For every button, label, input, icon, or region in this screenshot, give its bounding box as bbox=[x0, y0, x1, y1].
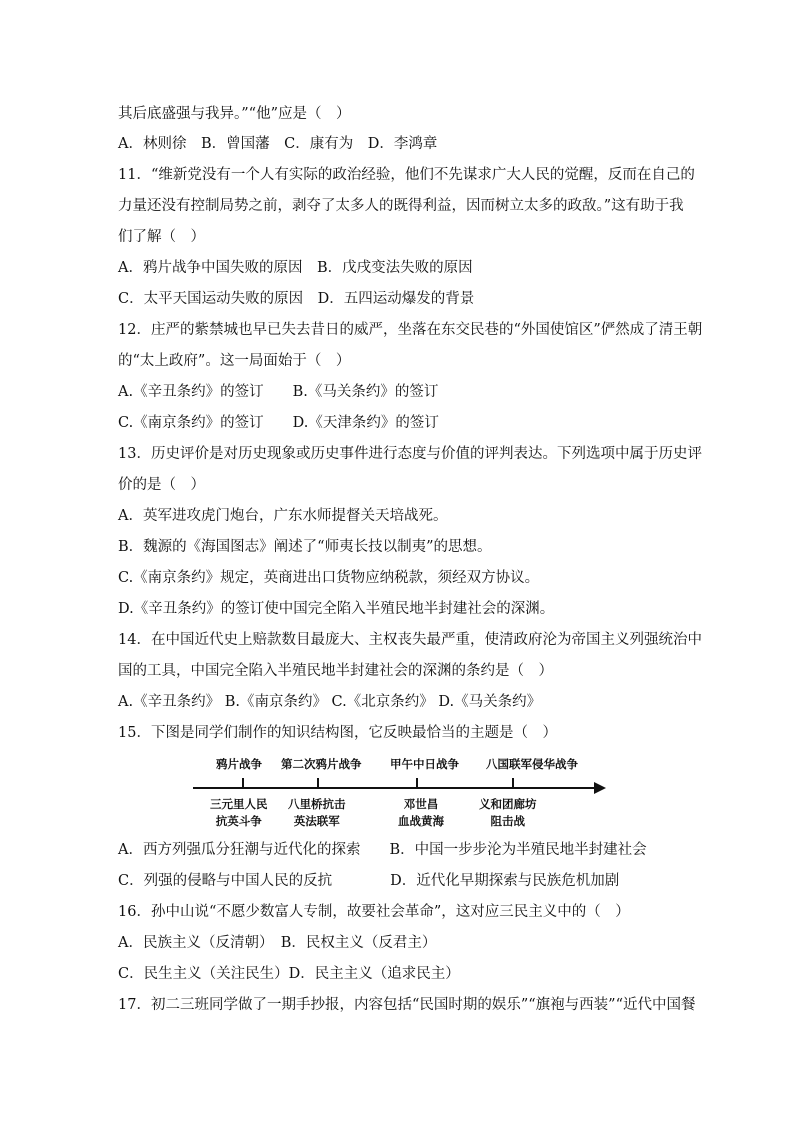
text-line: A．民族主义（反清朝） B．民权主义（反君主） bbox=[118, 935, 437, 951]
text-line: C．列强的侵略与中国人民的反抗 D．近代化早期探索与民族危机加剧 bbox=[118, 873, 620, 889]
text-line: 其后底盛强与我异。”“他”应是（ ） bbox=[118, 106, 351, 122]
text-line: A．英军进攻虎门炮台，广东水师提督关天培战死。 bbox=[118, 508, 448, 524]
timeline-annotation bbox=[210, 796, 268, 830]
text-line: C.《南京条约》的签订 D.《天津条约》的签订 bbox=[118, 415, 439, 431]
annotation-line: 三元里人民 bbox=[210, 797, 268, 811]
text-line: 力量还没有控制局势之前，剥夺了太多人的既得利益，因而树立太多的政敌。”这有助于我 bbox=[118, 198, 684, 214]
text-line: 17．初二三班同学做了一期手抄报，内容包括“民国时期的娱乐”“旗袍与西装”“近代中国餐 bbox=[118, 997, 696, 1013]
text-line: A．西方列强瓜分狂潮与近代化的探索 B．中国一步步沦为半殖民地半封建社会 bbox=[118, 842, 647, 858]
annotation-line: 英法联军 bbox=[293, 814, 340, 828]
text-line: 11．“维新党没有一个人有实际的政治经验，他们不先谋求广大人民的觉醒，反而在自己的 bbox=[118, 167, 695, 183]
text-line: A．鸦片战争中国失败的原因 B．戊戌变法失败的原因 bbox=[118, 260, 473, 276]
text-line: 15．下图是同学们制作的知识结构图，它反映最恰当的主题是（ ） bbox=[118, 725, 557, 741]
knowledge-structure-diagram bbox=[190, 756, 610, 832]
text-line: A.《辛丑条约》 B.《南京条约》 C.《北京条约》 D.《马关条约》 bbox=[118, 694, 542, 710]
text-line: 16．孙中山说“不愿少数富人专制，故要社会革命”，这对应三民主义中的（ ） bbox=[118, 904, 630, 920]
timeline-annotation bbox=[288, 796, 346, 830]
annotation-line: 阻击战 bbox=[490, 814, 525, 828]
text-line: C．太平天国运动失败的原因 D．五四运动爆发的背景 bbox=[118, 291, 475, 307]
annotation-line: 八里桥抗击 bbox=[288, 797, 346, 811]
text-line: B．魏源的《海国图志》阐述了“师夷长技以制夷”的思想。 bbox=[118, 539, 492, 555]
timeline-annotation bbox=[479, 796, 537, 830]
text-line: 13．历史评价是对历史现象或历史事件进行态度与价值的评判表达。下列选项中属于历史评 bbox=[118, 446, 702, 462]
timeline-tick bbox=[416, 778, 418, 788]
text-line: 国的工具，中国完全陷入半殖民地半封建社会的深渊的条约是（ ） bbox=[118, 663, 553, 679]
text-line: 14．在中国近代史上赔款数目最庞大、主权丧失最严重，使清政府沦为帝国主义列强统治中 bbox=[118, 632, 702, 648]
timeline-tick bbox=[512, 778, 514, 788]
text-line: A.《辛丑条约》的签订 B.《马关条约》的签订 bbox=[118, 384, 439, 400]
timeline-arrow-icon bbox=[594, 782, 606, 794]
timeline-tick bbox=[317, 778, 319, 788]
annotation-line: 邓世昌 bbox=[403, 797, 439, 811]
annotation-line: 义和团廊坊 bbox=[479, 797, 537, 811]
timeline-event: 第二次鸦片战争 bbox=[281, 757, 362, 771]
text-line: A．林则徐 B．曾国藩 C．康有为 D．李鸿章 bbox=[118, 136, 438, 152]
timeline-event: 甲午中日战争 bbox=[390, 757, 459, 771]
text-line: 的“太上政府”。这一局面始于（ ） bbox=[118, 353, 351, 369]
timeline-event: 鸦片战争 bbox=[216, 757, 262, 771]
text-line: 们了解（ ） bbox=[118, 229, 205, 245]
timeline-axis bbox=[193, 787, 597, 789]
text-line: C．民生主义（关注民生）D．民主主义（追求民主） bbox=[118, 966, 460, 982]
text-line: C.《南京条约》规定，英商进出口货物应纳税款，须经双方协议。 bbox=[118, 570, 540, 586]
text-line: 价的是（ ） bbox=[118, 477, 205, 493]
annotation-line: 抗英斗争 bbox=[215, 814, 262, 828]
timeline-event: 八国联军侵华战争 bbox=[486, 757, 578, 771]
timeline-annotation bbox=[398, 796, 444, 830]
text-line: D.《辛丑条约》的签订使中国完全陷入半殖民地半封建社会的深渊。 bbox=[118, 601, 555, 617]
text-line: 12．庄严的紫禁城也早已失去昔日的威严，坐落在东交民巷的“外国使馆区”俨然成了清王朝 bbox=[118, 322, 703, 338]
annotation-line: 血战黄海 bbox=[398, 814, 444, 828]
timeline-tick bbox=[242, 778, 244, 788]
